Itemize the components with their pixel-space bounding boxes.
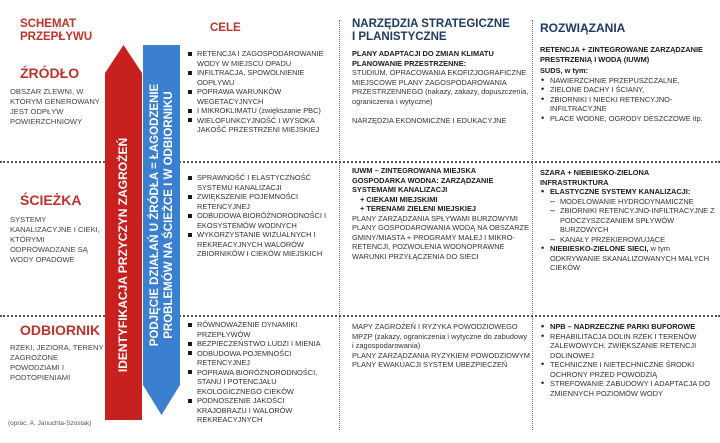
rozwiazania-zrodlo-list: [540, 76, 716, 124]
rozwiazania-odbiornik-list: [540, 322, 716, 398]
narzedzia-odbiornik-line: MAPY ZAGROŻEŃ I RYZYKA POWODZIOWEGO: [352, 322, 518, 331]
rozwiazania-sciezka-list: [540, 187, 716, 197]
rozwiazania-zrodlo: [540, 45, 716, 123]
list-item: I MIKROKLIMATU (zwiększanie PBC): [188, 106, 333, 116]
list-item: WYKORZYSTANIE WIZUALNYCH I REKREACYJNYCH WALORÓW ZBIORNIKÓW I CIEKÓW MIEJSKICH: [188, 230, 333, 259]
stage-title-zrodlo: ŹRÓDŁO: [20, 65, 80, 81]
rozwiazania-zrodlo-bold2: SUDS, w tym:: [540, 66, 589, 75]
header-narzedzia: NARZĘDZIA STRATEGICZNE I PLANISTYCZNE: [352, 18, 510, 43]
list-item: ODBUDOWA POJEMNOŚCI RETENCYJNEJ: [188, 349, 333, 368]
credit-note: (oprac. A. Januchta-Szostak): [8, 420, 92, 427]
narzedzia-zrodlo-line: NARZĘDZIA EKONOMICZNE I EDUKACYJNE: [352, 116, 507, 125]
narzedzia-sciezka-bold-item: + TERENAMI ZIELENI MIEJSKIEJ: [360, 204, 477, 213]
rozwiazania-sciezka-sublist: [540, 197, 716, 245]
rozwiazania-zrodlo-bold1: RETENCJA + ZINTEGROWANE ZARZĄDZANIE PRESTRZENIĄ I WODĄ (IUWM): [540, 45, 703, 64]
narzedzia-zrodlo: [352, 49, 530, 126]
narzedzia-sciezka-line: PLANY GOSPODAROWANIA WODĄ NA OBSZARZE GMINY/MIASTA + PROGRAMY MAŁEJ I MIKRO-RETENCJI, POZWOLENIA WODNOPRAWNE: [352, 223, 529, 251]
narzedzia-odbiornik-line: MPZP (zakazy, ograniczenia i wytyczne do zabudowy i zagospodarowania): [352, 331, 528, 350]
list-item: POPRAWA BIORÓŻNORODNOŚCI, STANU I POTENCJAŁU EKOLOGICZNEGO CIEKÓW: [188, 368, 333, 397]
narzedzia-zrodlo-line: STUDIUM, OPRACOWANIA EKOFIZJOGRAFICZNE: [352, 68, 527, 77]
narzedzia-sciezka: [352, 166, 530, 261]
narzedzia-odbiornik-line: PLANY EWAKUACJI SYSTEM UBEZPIECZEŃ: [352, 360, 508, 369]
list-item: – KANAŁY PRZEKIEROWUJĄCE: [540, 235, 716, 245]
list-item: • STREFOWANIE ZABUDOWY I ADAPTACJA DO ZMIENNYCH POZIOMÓW WODY: [540, 379, 716, 398]
list-item: BEZPIECZEŃSTWO LUDZI I MIENIA: [188, 339, 333, 349]
niebiesko-zielone-tail: w tym ODKRYWANIE SKANALIZOWANYCH MAŁYCH CIEKÓW: [550, 244, 710, 272]
list-item: RETENCJA I ZAGOSPODAROWANIE WODY W MIEJSCU OPADU: [188, 49, 333, 68]
header-rozwiazania: ROZWIĄZANIA: [540, 21, 626, 35]
list-item: – MODELOWANIE HYDRODYNAMICZNE: [540, 197, 716, 207]
list-item: • ZBIORNIKI I NIECKI RETENCYJNO-INFILTRACYJNE: [540, 95, 716, 114]
rozwiazania-odbiornik: [540, 322, 716, 398]
cele-list-zrodlo: [188, 49, 333, 135]
stage-desc-sciezka: SYSTEMY KANALIZACYJNE I CIEKI, KTÓRYMI ODPROWADZANE SĄ WODY OPADOWE: [10, 215, 100, 264]
narzedzia-odbiornik-line: PLANY ZARZĄDZANIA RYZYKIEM POWODZIOWYM: [352, 350, 530, 360]
list-item: WIELOFUNKCYJNOŚĆ I WYSOKA JAKOŚĆ PRZESTRZENI MIEJSKIEJ: [188, 116, 333, 135]
narzedzia-sciezka-line: PLANY ZARZĄDZANIA SPŁYWAMI BURZOWYMI: [352, 213, 518, 223]
header-scheme: SCHEMAT PRZEPŁYWU: [20, 18, 93, 43]
list-item: [540, 244, 716, 273]
list-item: • ELASTYCZNE SYSTEMY KANALIZACJI:: [540, 187, 716, 197]
stage-title-odbiornik: ODBIORNIK: [20, 322, 101, 338]
narzedzia-sciezka-line: WARUNKI PRZYŁĄCZENIA DO SIECI: [352, 251, 479, 261]
list-item: • NAWIERZCHNIE PRZEPUSZCZALNE,: [540, 76, 716, 86]
stage-desc-odbiornik: RZEKI, JEZIORA, TERENY ZAGROŻONE POWODZIAMI I PODTOPIENIAMI: [10, 343, 104, 382]
cele-list-sciezka: [188, 173, 333, 259]
list-item: SPRAWNOŚĆ I ELASTYCZNOŚĆ SYSTEMU KANALIZACJI: [188, 173, 333, 192]
list-item: POPRAWA WARUNKÓW WEGETACYJNYCH: [188, 87, 333, 106]
list-item: ODBUDOWA BIORÓŻNORODNOŚCI I EKOSYSTEMÓW WODNYCH: [188, 211, 333, 230]
narzedzia-odbiornik: [352, 322, 530, 370]
column-divider-1: [339, 20, 340, 430]
stage-desc-zrodlo: OBSZAR ZLEWNI, W KTÓRYM GENEROWANY JEST ODPŁYW POWIERZCHNIOWY: [10, 87, 100, 126]
rozwiazania-sciezka: [540, 168, 716, 273]
narzedzia-sciezka-bold-item: + CIEKAMI MIEJSKIMI: [360, 194, 438, 204]
narzedzia-zrodlo-line: MIEJSCOWE PLANY ZAGOSPODAROWANIA PRZESTRZENNEGO (nakazy, zakazy, dopuszczenia, ograniczenia i wytyczne): [352, 77, 529, 106]
cele-list-odbiornik: [188, 320, 333, 425]
header-cele: CELE: [210, 22, 241, 34]
list-item: INFILTRACJA, SPOWOLNIENIE ODPŁYWU: [188, 68, 333, 87]
list-item: • PLACE WODNE, OGRODY DESZCZOWE itp.: [540, 114, 716, 124]
rozwiazania-sciezka-list2: [540, 244, 716, 273]
down-arrow-line2: PROBLEMÓW NA ŚCIEŻCE I W ODBIORNIKU: [163, 91, 175, 339]
up-arrow-label: IDENTYFIKACJA PRZYCZYN ZAGROŻEŃ: [116, 137, 130, 373]
column-divider-2: [532, 20, 533, 430]
down-arrow-line1: PODJĘCIE DZIAŁAŃ U ŹRÓDŁA = ŁAGODZENIE: [149, 83, 161, 347]
list-item: RÓWNOWAŻENIE DYNAMIKI PRZEPŁYWÓW: [188, 320, 333, 339]
list-item: • NPB – NADRZECZNE PARKI BUFOROWE: [540, 322, 716, 332]
narzedzia-zrodlo-bold: PLANY ADAPTACJI DO ZMIAN KLIMATU PLANOWANIE PRZESTRZENNE:: [352, 49, 494, 68]
stage-title-sciezka: ŚCIEŻKA: [20, 192, 82, 208]
niebiesko-zielone-label: NIEBIESKO-ZIELONE SIECI,: [550, 244, 649, 253]
narzedzia-sciezka-bold: IUWM – ZINTEGROWANA MIEJSKA GOSPODARKA WODNA: ZARZĄDZANIE SYSTEMAMI KANALIZACJI: [352, 166, 494, 194]
list-item: ZWIĘKSZENIE POJEMNOŚCI RETENCYJNEJ: [188, 192, 333, 211]
rozwiazania-sciezka-bold1: SZARA + NIEBIESKO-ZIELONA INFRASTRUKTURA: [540, 168, 649, 187]
list-item: • REHABILITACJA DOLIN RZEK I TERENÓW ZALEWOWYCH, ZWIĘKSZANIE RETENCJI DOLINOWEJ: [540, 332, 716, 361]
list-item: • ZIELONE DACHY I ŚCIANY,: [540, 85, 716, 95]
list-item: – ZBIORNIKI RETENCYJNO-INFILTRACYJNE Z PODCZYSZCZANIEM SPŁYWÓW BURZOWYCH: [540, 206, 716, 235]
down-arrow-label: [148, 84, 176, 347]
list-item: PODNOSZENIE JAKOŚCI KRAJOBRAZU I WALORÓW REKREACYJNYCH: [188, 396, 333, 425]
list-item: • TECHNICZNE I NIETECHNICZNE ŚRODKI OCHRONY PRZED POWODZIĄ: [540, 360, 716, 379]
